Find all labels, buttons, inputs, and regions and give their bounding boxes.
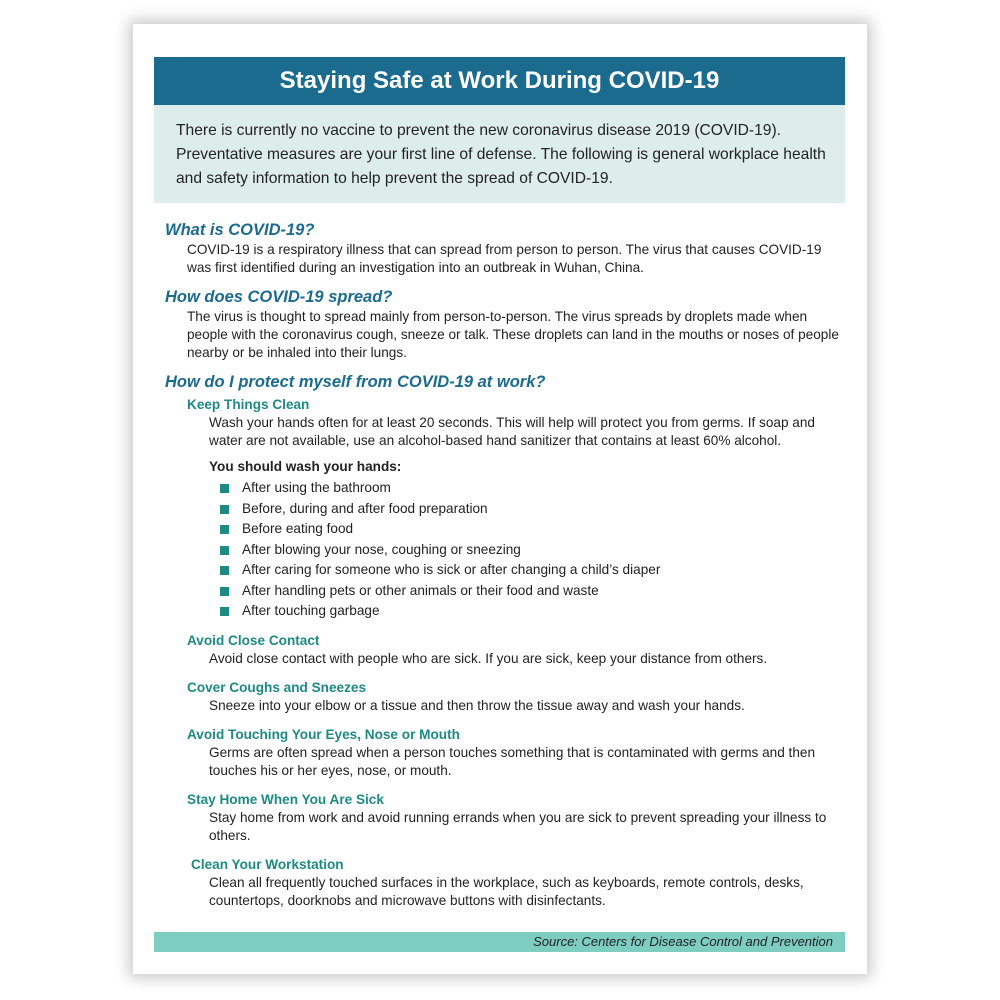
list-item <box>220 560 845 581</box>
subheading-keep-clean: Keep Things Clean <box>187 397 310 412</box>
section-heading-spread: How does COVID-19 spread? <box>165 288 393 306</box>
main-content <box>165 220 845 910</box>
list-item-text: After handling pets or other animals or their food and waste <box>242 582 599 598</box>
wash-hands-label: You should wash your hands: <box>209 459 402 474</box>
square-bullet-icon <box>220 484 229 493</box>
subheading-stay-home: Stay Home When You Are Sick <box>187 791 384 807</box>
section-heading-what: What is COVID-19? <box>165 221 315 239</box>
list-item <box>220 540 845 561</box>
list-item-text: After using the bathroom <box>242 480 391 495</box>
list-item <box>220 581 845 602</box>
page-title: Staying Safe at Work During COVID-19 <box>154 57 845 105</box>
square-bullet-icon <box>220 505 229 514</box>
list-item <box>220 519 845 540</box>
list-item <box>220 601 845 622</box>
list-item-text: After blowing your nose, coughing or sneezing <box>242 541 521 557</box>
list-item <box>220 478 845 499</box>
body-avoid-contact: Avoid close contact with people who are sick. If you are sick, keep your distance from others. <box>209 650 768 666</box>
subheading-avoid-contact: Avoid Close Contact <box>187 632 320 648</box>
section-body-what: COVID-19 is a respiratory illness that can spread from person to person. The virus that causes COVID-19 was first identified during an investigation into an outbreak in Wuhan, China. <box>187 242 822 275</box>
section-body-spread: The virus is thought to spread mainly from person-to-person. The virus spreads by droplets made when people with the coronavirus cough, sneeze or talk. These droplets can land in the mouths or noses of people nearby or be inhaled into their lungs. <box>187 309 839 360</box>
flyer-sheet <box>133 24 867 974</box>
wash-hands-list <box>220 478 845 622</box>
subheading-avoid-touching: Avoid Touching Your Eyes, Nose or Mouth <box>187 726 460 742</box>
source-footer: Source: Centers for Disease Control and Prevention <box>154 932 845 952</box>
list-item-text: After touching garbage <box>242 603 380 618</box>
list-item-text: Before, during and after food preparation <box>242 500 488 516</box>
intro-box: There is currently no vaccine to prevent the new coronavirus disease 2019 (COVID-19). Preventative measures are your first line of defense. The following is general workplace health and safety information to help prevent the spread of COVID-19. <box>154 105 845 203</box>
body-keep-clean: Wash your hands often for at least 20 seconds. This will help will protect you from germs. If soap and water are not available, use an alcohol-based hand sanitizer that contains at least 60% alcohol. <box>209 415 815 448</box>
square-bullet-icon <box>220 546 229 555</box>
list-item-text: After caring for someone who is sick or after changing a child’s diaper <box>242 562 661 577</box>
square-bullet-icon <box>220 587 229 596</box>
square-bullet-icon <box>220 525 229 534</box>
subheading-cover-coughs: Cover Coughs and Sneezes <box>187 679 367 695</box>
section-heading-protect: How do I protect myself from COVID-19 at work? <box>165 373 546 391</box>
subheading-clean-workstation: Clean Your Workstation <box>191 856 344 872</box>
body-clean-workstation: Clean all frequently touched surfaces in the workplace, such as keyboards, remote controls, desks, countertops, doorknobs and microwave buttons with disinfectants. <box>209 874 804 908</box>
body-cover-coughs: Sneeze into your elbow or a tissue and then throw the tissue away and wash your hands. <box>209 697 745 713</box>
list-item-text: Before eating food <box>242 521 354 536</box>
list-item <box>220 499 845 520</box>
body-avoid-touching: Germs are often spread when a person touches something that is contaminated with germs and then touches his or her eyes, nose, or mouth. <box>209 744 816 778</box>
square-bullet-icon <box>220 566 229 575</box>
square-bullet-icon <box>220 607 229 616</box>
body-stay-home: Stay home from work and avoid running errands when you are sick to prevent spreading your illness to others. <box>209 809 827 843</box>
